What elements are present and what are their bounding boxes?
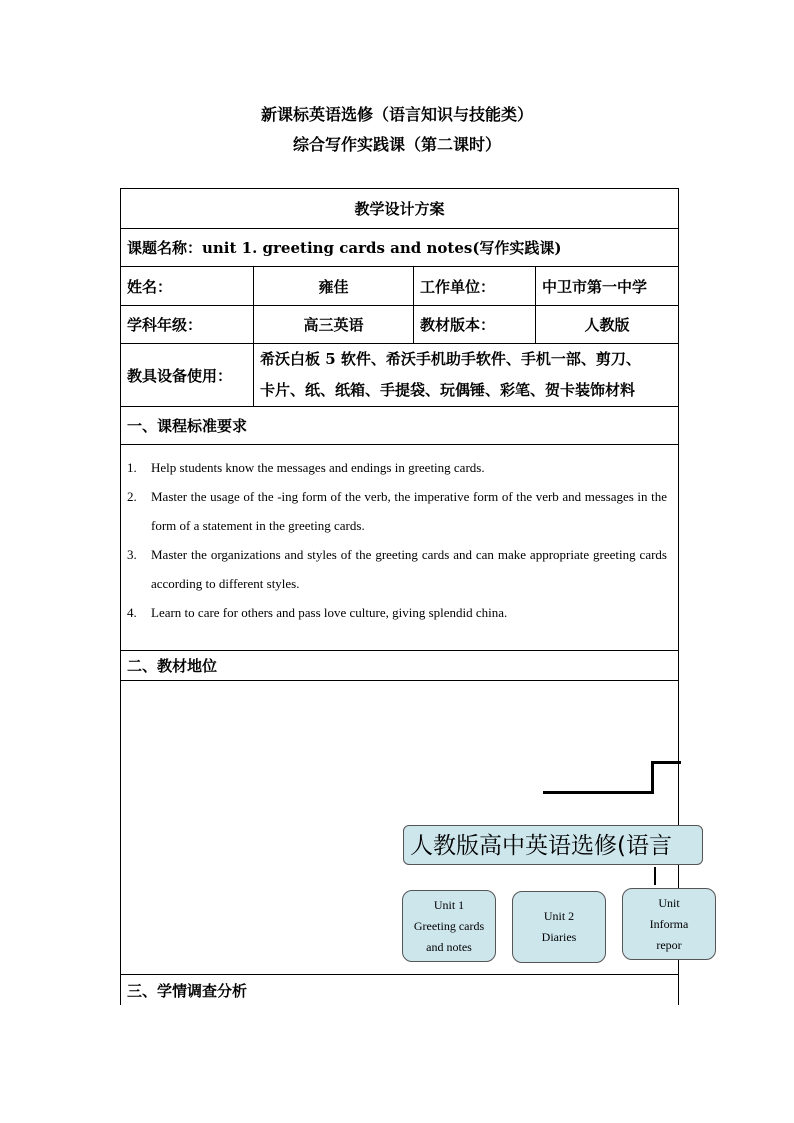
- title-line-2: 综合写作实践课（第二课时）: [292, 135, 501, 154]
- document-title: [0, 100, 794, 160]
- topic-row: [121, 229, 678, 267]
- edition-value: 人教版: [584, 316, 630, 334]
- grade-label: 学科年级：: [121, 306, 254, 343]
- section-1-heading: 一、课程标准要求: [127, 417, 248, 435]
- teaching-design-table: [120, 188, 689, 1005]
- section-3-row: [121, 975, 678, 1005]
- section-2-row: [121, 651, 678, 681]
- name-label: 姓名：: [121, 267, 254, 305]
- equipment-label: 教具设备使用：: [121, 344, 254, 406]
- diagram-row: [121, 681, 689, 975]
- section-2-heading: 二、教材地位: [127, 657, 218, 675]
- objective-item: 3. Master the organizations and styles of the greeting cards and can make appropriate greeting cards according to different styles.: [127, 547, 667, 591]
- name-value: 雍佳: [254, 267, 414, 305]
- table-header: 教学设计方案: [354, 200, 445, 218]
- book-title-box: 人教版高中英语选修(语言: [403, 825, 703, 865]
- equipment-line-1: 希沃白板 5 软件、希沃手机助手软件、手机一部、剪刀、: [260, 350, 641, 368]
- unit-label: 工作单位：: [414, 267, 536, 305]
- unit-value: 中卫市第一中学: [542, 277, 648, 296]
- grade-row: [121, 306, 678, 344]
- objectives-row: [121, 445, 678, 651]
- connector-line: [651, 761, 681, 764]
- objective-item: 4. Learn to care for others and pass love culture, giving splendid china.: [127, 605, 508, 620]
- unit-1-box: Unit 1 Greeting cards and notes: [402, 890, 496, 962]
- equipment-line-2: 卡片、纸、纸箱、手提袋、玩偶锤、彩笔、贺卡装饰材料: [260, 381, 636, 399]
- title-line-1: 新课标英语选修（语言知识与技能类）: [260, 105, 533, 124]
- connector-line: [654, 867, 656, 885]
- grade-value: 高三英语: [254, 306, 414, 343]
- connector-line: [651, 761, 654, 794]
- edition-label: 教材版本：: [414, 306, 536, 343]
- section-1-row: [121, 407, 678, 445]
- table-header-row: [121, 189, 678, 229]
- equipment-row: [121, 344, 678, 407]
- topic-cell: 课题名称：unit 1. greeting cards and notes(写作实践课): [127, 239, 562, 257]
- objectives-list: [127, 453, 667, 627]
- equipment-value: [254, 344, 678, 406]
- section-3-heading: 三、学情调查分析: [127, 981, 248, 1000]
- textbook-structure-diagram: [121, 681, 689, 975]
- connector-line: [543, 791, 653, 794]
- objective-item: 1. Help students know the messages and endings in greeting cards.: [127, 460, 485, 475]
- name-row: [121, 267, 678, 306]
- unit-3-box: Unit Informa repor: [622, 888, 716, 960]
- objective-item: 2. Master the usage of the -ing form of the verb, the imperative form of the verb and messages in the form of a statement in the greeting cards.: [127, 489, 667, 533]
- unit-2-box: Unit 2 Diaries: [512, 891, 606, 963]
